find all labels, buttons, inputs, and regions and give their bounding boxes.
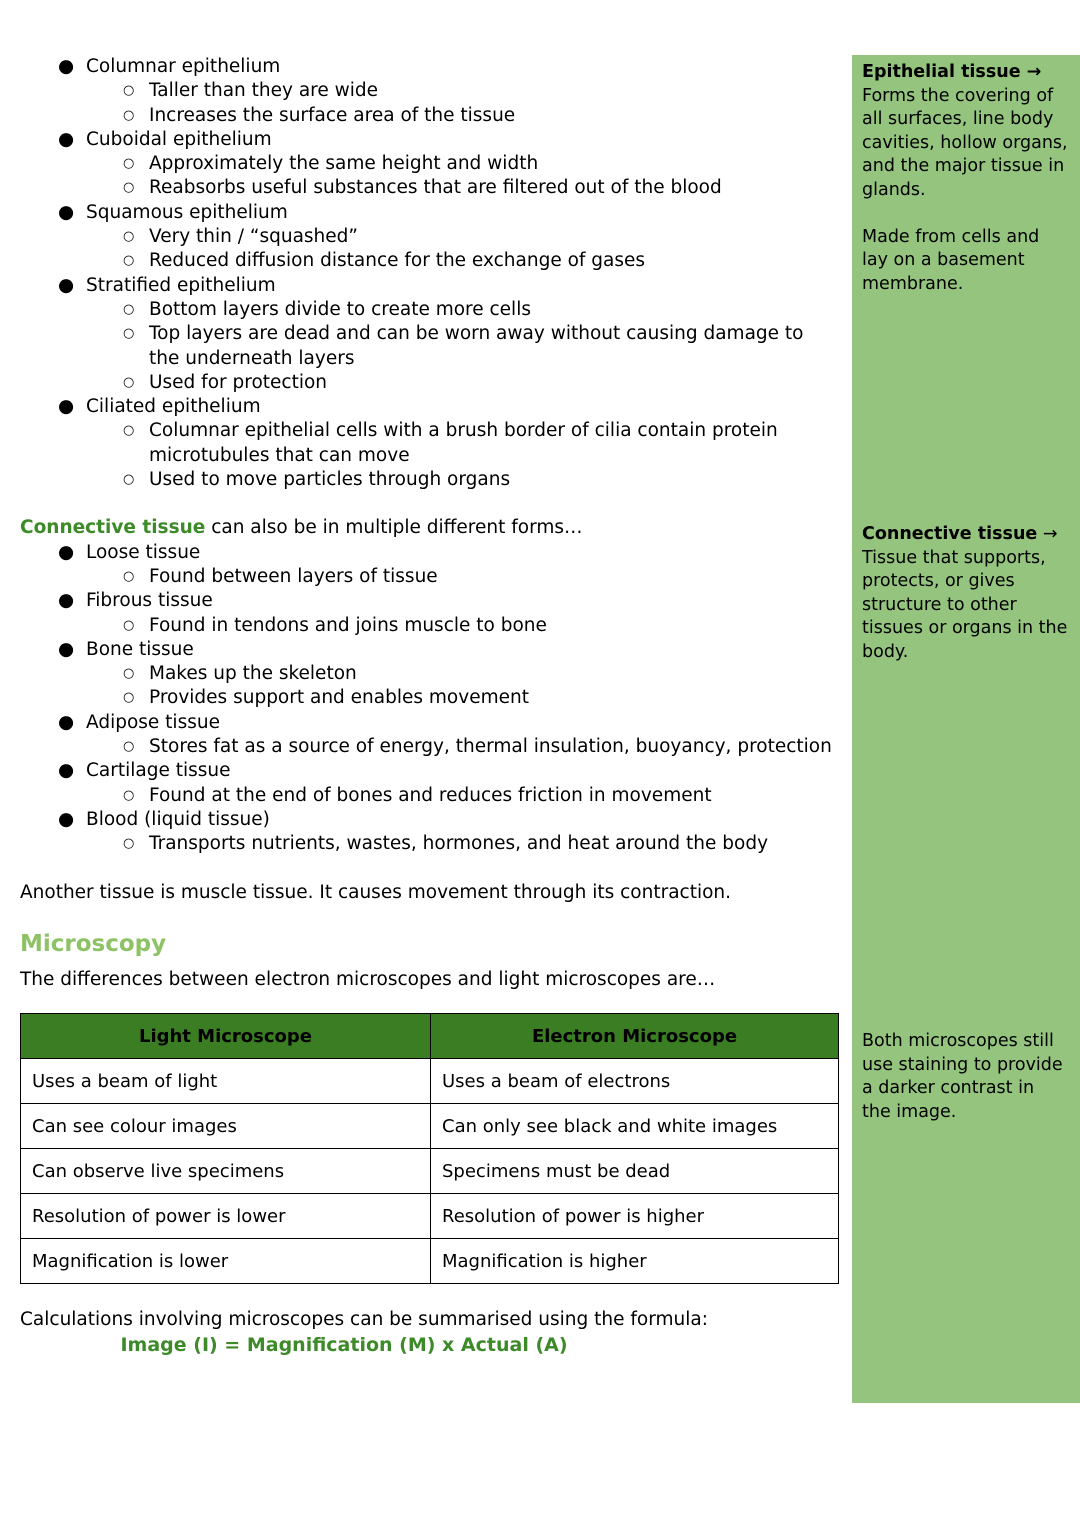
bullet-filled-icon: ●: [58, 760, 75, 782]
sub-list-item: [85, 662, 838, 686]
list-item: [20, 128, 838, 201]
sub-list: [86, 79, 838, 128]
table-cell: Can see colour images: [21, 1104, 431, 1149]
bullet-hollow-icon: ○: [123, 374, 135, 390]
sidebar-note-connective: [862, 523, 1068, 664]
section-spacer: [20, 857, 838, 881]
sub-list-item: [85, 832, 838, 856]
sub-list-item-label: Top layers are dead and can be worn away without causing damage to the underneath layers: [149, 323, 804, 369]
sub-list-item-label: Found at the end of bones and reduces friction in movement: [149, 784, 712, 806]
sub-list-item-label: Used for protection: [149, 371, 328, 393]
table-row: [21, 1104, 839, 1149]
sidebar-note-epithelial: [862, 61, 1068, 296]
bullet-filled-icon: ●: [58, 541, 75, 563]
bullet-filled-icon: ●: [58, 128, 75, 150]
sidebar-note-epithelial-text-2: Made from cells and lay on a basement membrane.: [862, 226, 1040, 294]
list-item: [20, 759, 838, 808]
sidebar-note-epithelial-title: Epithelial tissue →: [862, 62, 1042, 82]
bullet-filled-icon: ●: [58, 590, 75, 612]
sub-list-item-label: Taller than they are wide: [149, 80, 379, 102]
bullet-hollow-icon: ○: [123, 836, 135, 852]
sub-list-item: [85, 104, 838, 128]
sub-list: [86, 784, 838, 808]
table-header-cell-electron: Electron Microscope: [431, 1014, 839, 1059]
bullet-filled-icon: ●: [58, 638, 75, 660]
sidebar-note-staining: [862, 1030, 1068, 1124]
sub-list: [86, 419, 838, 492]
bullet-hollow-icon: ○: [123, 107, 135, 123]
sidebar-notes-panel: [852, 55, 1080, 1403]
bullet-hollow-icon: ○: [123, 83, 135, 99]
sub-list: [86, 152, 838, 201]
sub-list: [86, 225, 838, 274]
bullet-hollow-icon: ○: [123, 690, 135, 706]
sub-list-item-label: Found in tendons and joins muscle to bone: [149, 614, 547, 636]
table-spacer: [20, 992, 838, 1013]
table-row: [21, 1149, 839, 1194]
list-item-label: Ciliated epithelium: [86, 396, 261, 418]
table-cell: Uses a beam of electrons: [431, 1059, 839, 1104]
bullet-hollow-icon: ○: [123, 180, 135, 196]
sub-list: [86, 662, 838, 711]
sub-list: [86, 832, 838, 856]
list-item-label: Fibrous tissue: [86, 590, 213, 612]
sub-list-item-label: Columnar epithelial cells with a brush border of cilia contain protein microtubules that can move: [149, 420, 778, 466]
connective-intro: [20, 516, 838, 540]
sub-list: [86, 298, 838, 395]
list-item-label: Cuboidal epithelium: [86, 128, 272, 150]
list-item-label: Bone tissue: [86, 638, 194, 660]
connective-intro-highlight: Connective tissue: [20, 517, 206, 539]
list-item: [20, 808, 838, 857]
table-cell: Can only see black and white images: [431, 1104, 839, 1149]
bullet-filled-icon: ●: [58, 274, 75, 296]
bullet-hollow-icon: ○: [123, 739, 135, 755]
sub-list-item: [85, 79, 838, 103]
sidebar-note-staining-text: Both microscopes still use staining to provide a darker contrast in the image.: [862, 1031, 1063, 1122]
bullet-filled-icon: ●: [58, 808, 75, 830]
muscle-tissue-note: Another tissue is muscle tissue. It causes movement through its contraction.: [20, 881, 732, 903]
bullet-hollow-icon: ○: [123, 301, 135, 317]
microscopy-intro: The differences between electron microscopes and light microscopes are…: [20, 968, 716, 990]
list-item: [20, 589, 838, 638]
sub-list: [86, 565, 838, 589]
sub-list-item: [85, 784, 838, 808]
sidebar-note-epithelial-text-1: Forms the covering of all surfaces, line body cavities, hollow organs, and the major tissue in glands.: [862, 85, 1068, 200]
connective-intro-rest: can also be in multiple different forms…: [205, 517, 583, 539]
bullet-hollow-icon: ○: [123, 229, 135, 245]
sub-list-item-label: Bottom layers divide to create more cells: [149, 298, 531, 320]
formula-intro: Calculations involving microscopes can be summarised using the formula:: [20, 1309, 708, 1331]
sub-list-item-label: Reabsorbs useful substances that are filtered out of the blood: [149, 177, 722, 199]
sub-list-item-label: Stores fat as a source of energy, thermal insulation, buoyancy, protection: [149, 736, 832, 758]
section-heading-microscopy: Microscopy: [20, 930, 167, 957]
bullet-filled-icon: ●: [58, 711, 75, 733]
table-cell: Specimens must be dead: [431, 1149, 839, 1194]
bullet-hollow-icon: ○: [123, 326, 135, 342]
list-item: [20, 274, 838, 395]
bullet-hollow-icon: ○: [123, 787, 135, 803]
bullet-filled-icon: ●: [58, 201, 75, 223]
sub-list-item-label: Provides support and enables movement: [149, 687, 529, 709]
sub-list-item: [85, 565, 838, 589]
bullet-hollow-icon: ○: [123, 666, 135, 682]
section-spacer: [20, 492, 838, 516]
bullet-hollow-icon: ○: [123, 156, 135, 172]
sub-list: [86, 614, 838, 638]
sub-list-item: [85, 322, 838, 371]
sub-list-item: [85, 298, 838, 322]
sub-list: [86, 735, 838, 759]
section-spacer: [20, 905, 838, 929]
list-item: [20, 55, 838, 128]
table-header-row: [21, 1014, 839, 1059]
epithelium-list: [20, 55, 838, 492]
table-header-cell-light: Light Microscope: [21, 1014, 431, 1059]
sub-list-item-label: Reduced diffusion distance for the exchange of gases: [149, 250, 646, 272]
list-item-label: Cartilage tissue: [86, 760, 231, 782]
formula-spacer: [20, 1284, 838, 1308]
table-cell: Magnification is lower: [21, 1239, 431, 1284]
table-cell: Resolution of power is higher: [431, 1194, 839, 1239]
list-item-label: Columnar epithelium: [86, 56, 281, 77]
sub-list-item-label: Found between layers of tissue: [149, 565, 438, 587]
bullet-hollow-icon: ○: [123, 253, 135, 269]
list-item-label: Loose tissue: [86, 541, 201, 563]
sub-list-item-label: Approximately the same height and width: [149, 153, 539, 175]
list-item: [20, 395, 838, 492]
sub-list-item: [85, 225, 838, 249]
bullet-filled-icon: ●: [58, 396, 75, 418]
sub-list-item-label: Very thin / “squashed”: [149, 226, 358, 248]
list-item: [20, 541, 838, 590]
connective-list: [20, 541, 838, 857]
list-item: [20, 711, 838, 760]
bullet-hollow-icon: ○: [123, 423, 135, 439]
list-item-label: Squamous epithelium: [86, 201, 288, 223]
sub-list-item: [85, 419, 838, 468]
table-cell: Uses a beam of light: [21, 1059, 431, 1104]
table-row: [21, 1239, 839, 1284]
sub-list-item-label: Transports nutrients, wastes, hormones, and heat around the body: [149, 833, 769, 855]
microscope-comparison-table: [20, 1013, 839, 1284]
sidebar-note-connective-title: Connective tissue: [862, 524, 1038, 544]
sub-list-item: [85, 686, 838, 710]
sub-list-item: [85, 176, 838, 200]
table-cell: Magnification is higher: [431, 1239, 839, 1284]
bullet-hollow-icon: ○: [123, 617, 135, 633]
sub-list-item: [85, 614, 838, 638]
table-cell: Can observe live specimens: [21, 1149, 431, 1194]
list-item: [20, 201, 838, 274]
sub-list-item-label: Increases the surface area of the tissue: [149, 104, 516, 126]
bullet-hollow-icon: ○: [123, 568, 135, 584]
table-row: [21, 1194, 839, 1239]
sub-list-item: [85, 468, 838, 492]
table-row: [21, 1059, 839, 1104]
sub-list-item: [85, 735, 838, 759]
magnification-formula: Image (I) = Magnification (M) x Actual (A): [120, 1334, 568, 1357]
list-item-label: Blood (liquid tissue): [86, 808, 270, 830]
main-content: [20, 55, 838, 1359]
sub-list-item-label: Makes up the skeleton: [149, 663, 357, 685]
list-item-label: Stratified epithelium: [86, 274, 276, 296]
list-item: [20, 638, 838, 711]
sub-list-item-label: Used to move particles through organs: [149, 469, 511, 491]
sidebar-note-spacer: [862, 202, 1068, 226]
sub-list-item: [85, 371, 838, 395]
list-item-label: Adipose tissue: [86, 711, 220, 733]
sub-list-item: [85, 249, 838, 273]
table-cell: Resolution of power is lower: [21, 1194, 431, 1239]
sub-list-item: [85, 152, 838, 176]
sidebar-note-connective-text: → Tissue that supports, protects, or gives structure to other tissues or organs in the body.: [862, 524, 1068, 662]
heading-spacer: [20, 959, 838, 968]
bullet-filled-icon: ●: [58, 56, 75, 77]
bullet-hollow-icon: ○: [123, 472, 135, 488]
